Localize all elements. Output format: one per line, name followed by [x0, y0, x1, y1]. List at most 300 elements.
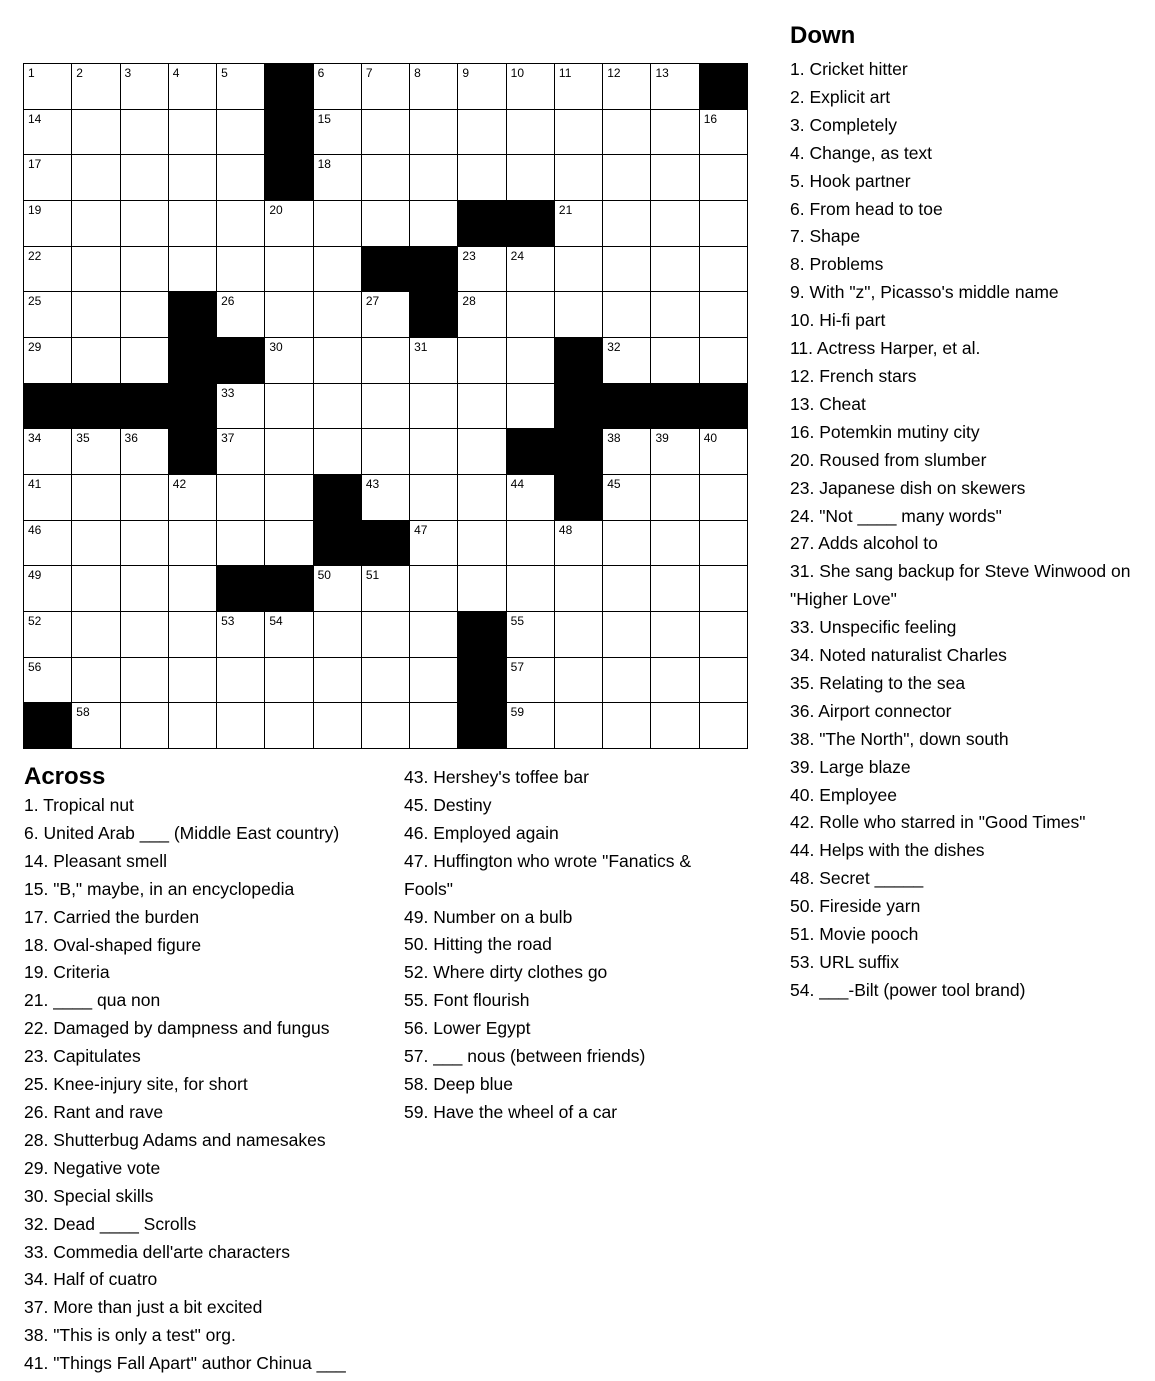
grid-cell[interactable] [314, 429, 362, 475]
cell-number: 52 [28, 614, 42, 628]
grid-cell[interactable] [314, 64, 362, 110]
cell-number: 18 [317, 157, 331, 172]
down-clue: 6. From head to toe [790, 198, 943, 219]
grid-cell[interactable] [24, 64, 72, 110]
cell-number: 41 [28, 477, 42, 491]
down-clue: 11. Actress Harper, et al. [790, 338, 981, 359]
black-square [265, 566, 313, 612]
grid-cell[interactable] [603, 566, 651, 612]
grid-cell[interactable] [121, 612, 169, 658]
grid-cell[interactable] [603, 521, 651, 567]
grid-cell[interactable] [410, 384, 458, 430]
grid-cell[interactable] [314, 110, 362, 156]
grid-cell[interactable] [24, 612, 72, 658]
grid-cell[interactable] [410, 338, 458, 384]
grid-cell[interactable] [121, 475, 169, 521]
grid-cell[interactable] [217, 521, 265, 567]
grid-cell[interactable] [700, 429, 748, 475]
down-clue: 48. Secret _____ [790, 868, 924, 889]
grid-cell[interactable] [603, 338, 651, 384]
black-square [169, 292, 217, 338]
grid-cell[interactable] [265, 338, 313, 384]
grid-cell[interactable] [410, 64, 458, 110]
grid-cell[interactable] [314, 247, 362, 293]
cell-number: 58 [76, 705, 90, 720]
grid-cell[interactable] [700, 110, 748, 156]
down-clue: 44. Helps with the dishes [790, 840, 985, 861]
across-clue: 28. Shutterbug Adams and namesakes [24, 1129, 326, 1150]
grid-cell[interactable] [265, 612, 313, 658]
across-clue: 41. "Things Fall Apart" author Chinua ___ [24, 1353, 346, 1374]
grid-cell[interactable] [72, 338, 120, 384]
cell-number: 53 [221, 614, 235, 628]
grid-cell[interactable] [24, 247, 72, 293]
black-square [362, 521, 410, 567]
grid-cell[interactable] [700, 566, 748, 612]
grid-cell[interactable] [217, 247, 265, 293]
black-square [265, 155, 313, 201]
grid-cell[interactable] [700, 155, 748, 201]
cell-number: 23 [462, 248, 476, 263]
grid-cell[interactable] [507, 155, 555, 201]
grid-cell[interactable] [314, 566, 362, 612]
grid-cell[interactable] [458, 338, 506, 384]
grid-cell[interactable] [362, 292, 410, 338]
grid-cell[interactable] [555, 247, 603, 293]
down-clue: 38. "The North", down south [790, 728, 1009, 749]
grid-cell[interactable] [410, 475, 458, 521]
grid-cell[interactable] [507, 384, 555, 430]
grid-cell[interactable] [265, 247, 313, 293]
grid-cell[interactable] [169, 566, 217, 612]
cell-number: 19 [28, 203, 42, 217]
grid-cell[interactable] [72, 64, 120, 110]
cell-number: 4 [172, 66, 180, 80]
grid-cell[interactable] [458, 521, 506, 567]
grid-cell[interactable] [555, 292, 603, 338]
grid-cell[interactable] [217, 703, 265, 749]
grid-cell[interactable] [217, 292, 265, 338]
grid-cell[interactable] [121, 247, 169, 293]
grid-cell[interactable] [603, 64, 651, 110]
grid-cell[interactable] [362, 384, 410, 430]
grid-cell[interactable] [72, 521, 120, 567]
grid-cell[interactable] [651, 475, 699, 521]
down-clue: 35. Relating to the sea [790, 672, 966, 693]
cell-number: 44 [510, 477, 525, 491]
cell-number: 43 [365, 477, 380, 491]
cell-number: 57 [510, 659, 525, 674]
grid-cell[interactable] [700, 521, 748, 567]
black-square [458, 201, 506, 247]
grid-cell[interactable] [651, 155, 699, 201]
black-square [458, 703, 506, 749]
grid-cell[interactable] [507, 110, 555, 156]
black-square [555, 384, 603, 430]
grid-cell[interactable] [555, 201, 603, 247]
grid-cell[interactable] [121, 566, 169, 612]
cell-number: 56 [28, 659, 42, 674]
black-square [458, 658, 506, 704]
grid-cell[interactable] [603, 612, 651, 658]
grid-cell[interactable] [24, 658, 72, 704]
cell-number: 12 [607, 66, 621, 80]
cell-number: 22 [28, 248, 42, 263]
across-clue-list-right [404, 764, 734, 1127]
black-square [507, 429, 555, 475]
grid-cell[interactable] [507, 658, 555, 704]
down-clue: 10. Hi-fi part [790, 310, 886, 331]
grid-cell[interactable] [410, 110, 458, 156]
grid-cell[interactable] [555, 521, 603, 567]
grid-cell[interactable] [507, 475, 555, 521]
grid-cell[interactable] [507, 612, 555, 658]
cell-number: 21 [558, 203, 573, 217]
grid-cell[interactable] [217, 475, 265, 521]
grid-cell[interactable] [121, 64, 169, 110]
grid-cell[interactable] [24, 338, 72, 384]
across-clue: 15. "B," maybe, in an encyclopedia [24, 878, 295, 899]
grid-cell[interactable] [265, 658, 313, 704]
grid-cell[interactable] [603, 201, 651, 247]
cell-number: 35 [76, 431, 90, 446]
black-square [169, 338, 217, 384]
grid-cell[interactable] [362, 703, 410, 749]
grid-cell[interactable] [410, 429, 458, 475]
across-clue: 50. Hitting the road [404, 934, 552, 955]
grid-cell[interactable] [169, 475, 217, 521]
grid-cell[interactable] [507, 338, 555, 384]
grid-cell[interactable] [121, 201, 169, 247]
black-square [169, 384, 217, 430]
grid-cell[interactable] [603, 658, 651, 704]
grid-cell[interactable] [217, 612, 265, 658]
cell-number: 49 [28, 568, 42, 583]
cell-number: 17 [28, 157, 42, 172]
black-square [700, 384, 748, 430]
black-square [217, 566, 265, 612]
grid-cell[interactable] [700, 612, 748, 658]
down-clue: 2. Explicit art [790, 86, 891, 107]
grid-cell[interactable] [72, 429, 120, 475]
across-clue: 59. Have the wheel of a car [404, 1101, 618, 1122]
grid-cell[interactable] [121, 292, 169, 338]
grid-cell[interactable] [507, 292, 555, 338]
grid-cell[interactable] [362, 475, 410, 521]
cell-number: 24 [510, 248, 525, 263]
grid-cell[interactable] [24, 566, 72, 612]
grid-cell[interactable] [603, 155, 651, 201]
grid-cell[interactable] [458, 64, 506, 110]
grid-cell[interactable] [410, 155, 458, 201]
across-clue-list-left [24, 792, 396, 1378]
across-clue: 30. Special skills [24, 1185, 154, 1206]
grid-cell[interactable] [651, 292, 699, 338]
grid-cell[interactable] [169, 155, 217, 201]
grid-cell[interactable] [217, 201, 265, 247]
grid-cell[interactable] [72, 201, 120, 247]
grid-cell[interactable] [651, 658, 699, 704]
grid-cell[interactable] [169, 521, 217, 567]
cell-number: 48 [558, 522, 573, 537]
grid-cell[interactable] [458, 155, 506, 201]
grid-cell[interactable] [410, 521, 458, 567]
down-clue: 3. Completely [790, 114, 897, 135]
grid-cell[interactable] [265, 201, 313, 247]
grid-cell[interactable] [72, 566, 120, 612]
cell-number: 46 [28, 522, 42, 537]
grid-cell[interactable] [700, 292, 748, 338]
grid-cell[interactable] [603, 247, 651, 293]
grid-cell[interactable] [72, 155, 120, 201]
grid-cell[interactable] [651, 247, 699, 293]
grid-cell[interactable] [314, 384, 362, 430]
grid-cell[interactable] [169, 658, 217, 704]
grid-cell[interactable] [507, 247, 555, 293]
grid-cell[interactable] [72, 247, 120, 293]
grid-cell[interactable] [603, 292, 651, 338]
cell-number: 42 [172, 477, 187, 491]
grid-cell[interactable] [410, 703, 458, 749]
grid-cell[interactable] [555, 703, 603, 749]
grid-cell[interactable] [314, 292, 362, 338]
grid-cell[interactable] [555, 64, 603, 110]
grid-cell[interactable] [700, 475, 748, 521]
cell-number: 51 [365, 568, 380, 583]
crossword-grid [23, 63, 748, 749]
grid-cell[interactable] [72, 658, 120, 704]
across-clue: 49. Number on a bulb [404, 906, 573, 927]
grid-cell[interactable] [72, 292, 120, 338]
cell-number: 5 [221, 66, 228, 80]
grid-cell[interactable] [458, 292, 506, 338]
grid-cell[interactable] [507, 64, 555, 110]
cell-number: 7 [365, 66, 373, 80]
down-clue: 24. "Not ____ many words" [790, 505, 1002, 526]
grid-cell[interactable] [121, 338, 169, 384]
down-clue: 1. Cricket hitter [790, 59, 908, 79]
grid-cell[interactable] [265, 703, 313, 749]
grid-cell[interactable] [700, 201, 748, 247]
down-clue: 4. Change, as text [790, 142, 933, 163]
across-clue: 45. Destiny [404, 794, 492, 815]
grid-cell[interactable] [362, 566, 410, 612]
cell-number: 37 [221, 431, 235, 446]
cell-number: 13 [655, 66, 669, 80]
black-square [72, 384, 120, 430]
grid-cell[interactable] [24, 155, 72, 201]
grid-cell[interactable] [121, 429, 169, 475]
grid-cell[interactable] [603, 475, 651, 521]
grid-cell[interactable] [410, 658, 458, 704]
grid-cell[interactable] [24, 110, 72, 156]
grid-cell[interactable] [72, 612, 120, 658]
grid-cell[interactable] [217, 155, 265, 201]
grid-cell[interactable] [169, 201, 217, 247]
across-clue: 21. ____ qua non [24, 990, 161, 1011]
cell-number: 50 [317, 568, 331, 583]
grid-cell[interactable] [458, 110, 506, 156]
grid-cell[interactable] [410, 566, 458, 612]
black-square [24, 384, 72, 430]
grid-cell[interactable] [169, 110, 217, 156]
grid-cell[interactable] [217, 110, 265, 156]
cell-number: 59 [510, 705, 525, 720]
cell-number: 27 [365, 294, 380, 309]
grid-cell[interactable] [121, 703, 169, 749]
cell-number: 39 [655, 431, 669, 446]
grid-cell[interactable] [314, 658, 362, 704]
grid-cell[interactable] [362, 338, 410, 384]
grid-cell[interactable] [72, 110, 120, 156]
across-clue: 26. Rant and rave [24, 1101, 164, 1122]
cell-number: 45 [607, 477, 621, 491]
grid-cell[interactable] [555, 155, 603, 201]
grid-cell[interactable] [24, 201, 72, 247]
grid-cell[interactable] [314, 612, 362, 658]
grid-cell[interactable] [362, 110, 410, 156]
grid-cell[interactable] [651, 201, 699, 247]
grid-cell[interactable] [217, 429, 265, 475]
across-clue: 52. Where dirty clothes go [404, 962, 608, 983]
grid-cell[interactable] [603, 703, 651, 749]
grid-cell[interactable] [169, 612, 217, 658]
grid-cell[interactable] [507, 521, 555, 567]
grid-cell[interactable] [555, 612, 603, 658]
cell-number: 3 [124, 66, 132, 80]
grid-cell[interactable] [458, 429, 506, 475]
grid-cell[interactable] [265, 384, 313, 430]
grid-cell[interactable] [72, 475, 120, 521]
across-clue: 19. Criteria [24, 962, 110, 983]
grid-cell[interactable] [362, 658, 410, 704]
grid-cell[interactable] [265, 429, 313, 475]
across-clue: 1. Tropical nut [24, 795, 134, 815]
down-clue: 34. Noted naturalist Charles [790, 645, 1007, 666]
grid-cell[interactable] [410, 612, 458, 658]
cell-number: 40 [703, 431, 718, 446]
across-clue: 32. Dead ____ Scrolls [24, 1213, 197, 1234]
grid-cell[interactable] [121, 658, 169, 704]
grid-cell[interactable] [24, 475, 72, 521]
down-clue: 33. Unspecific feeling [790, 617, 957, 638]
cell-number: 1 [28, 66, 35, 80]
grid-cell[interactable] [265, 475, 313, 521]
grid-cell[interactable] [458, 475, 506, 521]
grid-cell[interactable] [507, 566, 555, 612]
grid-cell[interactable] [700, 338, 748, 384]
grid-cell[interactable] [458, 384, 506, 430]
grid-cell[interactable] [651, 110, 699, 156]
across-clue: 57. ___ nous (between friends) [404, 1046, 646, 1067]
cell-number: 33 [221, 385, 235, 400]
grid-cell[interactable] [362, 612, 410, 658]
grid-cell[interactable] [651, 566, 699, 612]
black-square [265, 110, 313, 156]
grid-cell[interactable] [72, 703, 120, 749]
grid-cell[interactable] [651, 338, 699, 384]
across-clue: 58. Deep blue [404, 1073, 513, 1094]
grid-cell[interactable] [169, 247, 217, 293]
grid-cell[interactable] [555, 110, 603, 156]
down-clue: 5. Hook partner [790, 170, 911, 191]
down-clue: 42. Rolle who starred in "Good Times" [790, 812, 1086, 833]
grid-cell[interactable] [651, 521, 699, 567]
grid-cell[interactable] [362, 155, 410, 201]
grid-cell[interactable] [362, 429, 410, 475]
grid-cell[interactable] [314, 703, 362, 749]
across-clue: 14. Pleasant smell [24, 850, 167, 871]
down-clue: 8. Problems [790, 254, 884, 275]
down-clue: 12. French stars [790, 365, 917, 386]
grid-cell[interactable] [651, 612, 699, 658]
grid-cell[interactable] [121, 521, 169, 567]
black-square [314, 521, 362, 567]
grid-cell[interactable] [24, 429, 72, 475]
grid-cell[interactable] [121, 110, 169, 156]
grid-cell[interactable] [458, 247, 506, 293]
grid-cell[interactable] [603, 429, 651, 475]
across-clue: 23. Capitulates [24, 1046, 141, 1067]
grid-cell[interactable] [217, 658, 265, 704]
black-square [507, 201, 555, 247]
grid-cell[interactable] [24, 521, 72, 567]
grid-cell[interactable] [651, 429, 699, 475]
grid-cell[interactable] [265, 521, 313, 567]
grid-cell[interactable] [121, 155, 169, 201]
grid-cell[interactable] [217, 384, 265, 430]
cell-number: 54 [269, 614, 283, 628]
grid-cell[interactable] [362, 64, 410, 110]
grid-cell[interactable] [603, 110, 651, 156]
grid-cell[interactable] [265, 292, 313, 338]
grid-cell[interactable] [555, 658, 603, 704]
grid-cell[interactable] [700, 658, 748, 704]
cell-number: 20 [269, 203, 283, 217]
grid-cell[interactable] [700, 703, 748, 749]
grid-cell[interactable] [458, 566, 506, 612]
grid-cell[interactable] [314, 155, 362, 201]
grid-cell[interactable] [651, 703, 699, 749]
grid-cell[interactable] [169, 64, 217, 110]
grid-cell[interactable] [700, 247, 748, 293]
cell-number: 6 [317, 66, 325, 80]
grid-cell[interactable] [314, 338, 362, 384]
down-clue: 9. With "z", Picasso's middle name [790, 282, 1059, 303]
down-clue: 23. Japanese dish on skewers [790, 477, 1026, 498]
black-square [651, 384, 699, 430]
grid-cell[interactable] [314, 201, 362, 247]
across-clue: 22. Damaged by dampness and fungus [24, 1018, 330, 1039]
grid-cell[interactable] [410, 201, 458, 247]
grid-cell[interactable] [651, 64, 699, 110]
cell-number: 28 [462, 294, 476, 309]
black-square [555, 338, 603, 384]
across-clue: 43. Hershey's toffee bar [404, 767, 589, 787]
grid-cell[interactable] [362, 201, 410, 247]
down-clue: 54. ___-Bilt (power tool brand) [790, 979, 1026, 1000]
cell-number: 31 [414, 340, 428, 354]
grid-cell[interactable] [217, 64, 265, 110]
grid-cell[interactable] [555, 566, 603, 612]
grid-cell[interactable] [507, 703, 555, 749]
black-square [314, 475, 362, 521]
grid-cell[interactable] [169, 703, 217, 749]
black-square [603, 384, 651, 430]
across-clue: 6. United Arab ___ (Middle East country) [24, 822, 340, 843]
grid-cell[interactable] [24, 292, 72, 338]
down-clue-list [790, 56, 1150, 1005]
